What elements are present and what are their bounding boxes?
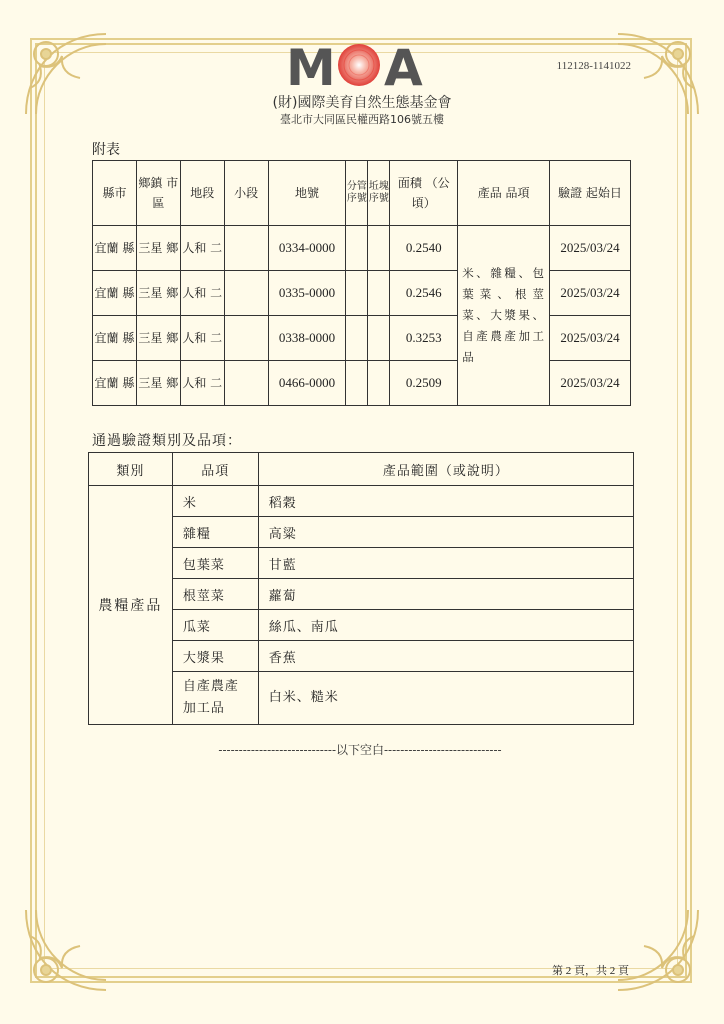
cell-section: 人和 二 — [180, 271, 224, 316]
cell-area: 0.2540 — [390, 226, 458, 271]
section-title: 通過驗證類別及品項： — [92, 433, 242, 449]
organization-name: (財)國際美育自然生態基金會 — [272, 95, 452, 111]
table-header-row — [93, 161, 631, 226]
cell-item: 自產農產 加工品 — [172, 672, 258, 725]
col-header-township: 鄉鎮 市區 — [136, 161, 180, 226]
cell-parcel-seq — [346, 226, 368, 271]
cell-item: 包葉菜 — [172, 548, 258, 579]
col-header-plot-seq: 坵塊 序號 — [368, 161, 390, 226]
cell-area: 0.2509 — [390, 361, 458, 406]
cell-township: 三星 鄉 — [136, 361, 180, 406]
col-header-area: 面積 （公頃） — [390, 161, 458, 226]
cell-area: 0.2546 — [390, 271, 458, 316]
col-header-item: 品項 — [172, 453, 258, 486]
appendix-title: 附表 — [92, 142, 120, 158]
cell-item: 米 — [172, 486, 258, 517]
blank-below-marker: -----------------------------以下空白----------------------------- — [218, 743, 502, 757]
table-row — [93, 316, 631, 361]
cell-item: 瓜菜 — [172, 610, 258, 641]
certification-scope-table — [88, 452, 634, 725]
cell-lot: 0466-0000 — [268, 361, 346, 406]
cell-range: 絲瓜、南瓜 — [258, 610, 633, 641]
cell-plot-seq — [368, 271, 390, 316]
cell-range: 稻穀 — [258, 486, 633, 517]
svg-text:A: A — [384, 39, 423, 90]
col-header-product: 產品 品項 — [458, 161, 550, 226]
cell-subsection — [224, 316, 268, 361]
col-header-start-date: 驗證 起始日 — [550, 161, 631, 226]
cell-county: 宜蘭 縣 — [93, 361, 137, 406]
cell-item: 雜糧 — [172, 517, 258, 548]
cell-range: 香蕉 — [258, 641, 633, 672]
cell-section: 人和 二 — [180, 361, 224, 406]
cell-range: 蘿蔔 — [258, 579, 633, 610]
cell-plot-seq — [368, 316, 390, 361]
cell-subsection — [224, 226, 268, 271]
table-row — [93, 361, 631, 406]
cell-township: 三星 鄉 — [136, 271, 180, 316]
col-header-lot: 地號 — [268, 161, 346, 226]
cell-township: 三星 鄉 — [136, 316, 180, 361]
svg-text:M: M — [286, 39, 336, 90]
cell-start-date: 2025/03/24 — [550, 361, 631, 406]
cell-lot: 0338-0000 — [268, 316, 346, 361]
col-header-county: 縣市 — [93, 161, 137, 226]
cell-parcel-seq — [346, 361, 368, 406]
cell-section: 人和 二 — [180, 226, 224, 271]
cell-lot: 0334-0000 — [268, 226, 346, 271]
cell-range: 甘藍 — [258, 548, 633, 579]
cell-subsection — [224, 361, 268, 406]
cell-section: 人和 二 — [180, 316, 224, 361]
cell-item: 根莖菜 — [172, 579, 258, 610]
corner-ornament-icon — [612, 904, 704, 996]
cell-township: 三星 鄉 — [136, 226, 180, 271]
corner-ornament-icon — [20, 904, 112, 996]
certificate-number: 112128-1141022 — [556, 60, 631, 72]
cell-start-date: 2025/03/24 — [550, 316, 631, 361]
cell-start-date: 2025/03/24 — [550, 226, 631, 271]
cell-parcel-seq — [346, 316, 368, 361]
table-row — [93, 226, 631, 271]
organization-address: 臺北市大同區民權西路106號五樓 — [280, 113, 444, 126]
table-row — [89, 486, 634, 517]
cell-start-date: 2025/03/24 — [550, 271, 631, 316]
table-row — [93, 271, 631, 316]
cell-lot: 0335-0000 — [268, 271, 346, 316]
cell-county: 宜蘭 縣 — [93, 271, 137, 316]
col-header-range: 產品範圍（或說明） — [258, 453, 633, 486]
land-parcel-table — [92, 160, 631, 406]
cell-subsection — [224, 271, 268, 316]
cell-range: 白米、糙米 — [258, 672, 633, 725]
cell-area: 0.3253 — [390, 316, 458, 361]
table-header-row — [89, 453, 634, 486]
col-header-section: 地段 — [180, 161, 224, 226]
cell-plot-seq — [368, 361, 390, 406]
cell-parcel-seq — [346, 271, 368, 316]
page-number: 第 2 頁，共 2 頁 — [552, 965, 629, 977]
col-header-category: 類別 — [89, 453, 173, 486]
cell-county: 宜蘭 縣 — [93, 226, 137, 271]
cell-item: 大漿果 — [172, 641, 258, 672]
col-header-subsection: 小段 — [224, 161, 268, 226]
cell-plot-seq — [368, 226, 390, 271]
cell-range: 高粱 — [258, 517, 633, 548]
cell-category: 農糧產品 — [89, 486, 173, 725]
col-header-parcel-seq: 分管 序號 — [346, 161, 368, 226]
cell-county: 宜蘭 縣 — [93, 316, 137, 361]
cell-product-items: 米、雜糧、包葉菜、根莖菜、大漿果、自產農產加工品 — [458, 226, 550, 406]
moa-logo — [284, 38, 434, 90]
